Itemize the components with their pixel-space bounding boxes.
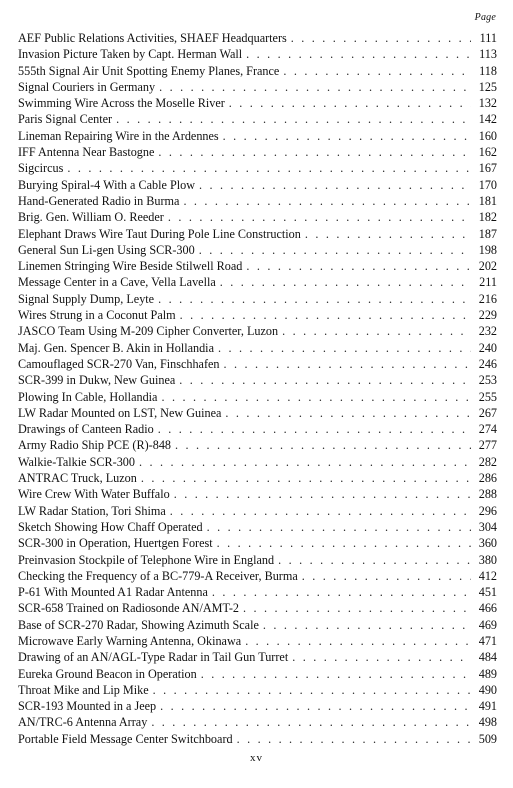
entry-page-number: 198 [478,242,497,257]
toc-entry [18,209,497,225]
entry-title: 555th Signal Air Unit Spotting Enemy Planes, France [18,63,280,78]
entry-title: Microwave Early Warning Antenna, Okinawa [18,633,242,648]
toc-entry [18,584,497,600]
entry-title: Burying Spiral-4 With a Cable Plow [18,177,196,192]
toc-entry [18,421,497,437]
entry-title: SCR-399 in Dukw, New Guinea [18,373,176,388]
toc-entry [18,144,497,160]
entry-title: Paris Signal Center [18,112,113,127]
entry-title: General Sun Li-gen Using SCR-300 [18,242,195,257]
dot-leader [278,552,471,568]
entry-page-number: 509 [478,731,497,746]
entry-title: ANTRAC Truck, Luzon [18,471,137,486]
entry-page-number: 469 [478,617,497,632]
dot-leader [218,340,471,356]
toc-entry [18,291,497,307]
dot-leader [180,307,471,323]
page-column-heading: Page [474,12,496,23]
entry-page-number: 491 [478,699,497,714]
toc-entry [18,649,497,665]
entry-page-number: 489 [478,666,497,681]
illustrations-list [18,30,497,747]
toc-entry [18,698,497,714]
dot-leader [183,193,471,209]
entry-page-number: 274 [478,422,497,437]
dot-leader [224,356,471,372]
dot-leader [201,666,471,682]
entry-title: Throat Mike and Lip Mike [18,682,149,697]
toc-entry [18,242,497,258]
dot-leader [245,633,471,649]
dot-leader [158,421,471,437]
dot-leader [220,274,471,290]
dot-leader [175,437,471,453]
entry-page-number: 412 [478,568,497,583]
toc-entry [18,454,497,470]
entry-page-number: 267 [478,405,497,420]
dot-leader [141,470,471,486]
entry-title: Elephant Draws Wire Taut During Pole Line Construction [18,226,301,241]
dot-leader [199,242,471,258]
toc-entry [18,95,497,111]
toc-entry [18,405,497,421]
entry-page-number: 255 [478,389,497,404]
toc-entry [18,714,497,730]
entry-page-number: 142 [478,112,497,127]
entry-page-number: 216 [478,291,497,306]
toc-entry [18,307,497,323]
entry-title: SCR-193 Mounted in a Jeep [18,699,157,714]
toc-entry [18,258,497,274]
dot-leader [223,128,471,144]
dot-leader [291,30,471,46]
toc-entry [18,111,497,127]
entry-page-number: 451 [478,585,497,600]
dot-leader [229,95,471,111]
entry-page-number: 484 [478,650,497,665]
entry-title: Linemen Stringing Wire Beside Stilwell Road [18,259,243,274]
entry-title: Message Center in a Cave, Vella Lavella [18,275,216,290]
entry-title: Preinvasion Stockpile of Telephone Wire in England [18,552,275,567]
toc-entry [18,519,497,535]
entry-page-number: 167 [478,161,497,176]
dot-leader [151,714,471,730]
entry-title: Swimming Wire Across the Moselle River [18,96,225,111]
entry-page-number: 253 [478,373,497,388]
entry-page-number: 240 [478,340,497,355]
entry-page-number: 111 [479,31,497,45]
entry-title: SCR-300 in Operation, Huertgen Forest [18,536,213,551]
dot-leader [212,584,471,600]
entry-page-number: 211 [479,275,497,290]
toc-entry [18,470,497,486]
entry-title: Invasion Picture Taken by Capt. Herman Wall [18,47,243,62]
toc-entry [18,226,497,242]
dot-leader [263,617,471,633]
toc-entry [18,568,497,584]
toc-entry [18,666,497,682]
dot-leader [139,454,471,470]
toc-entry [18,503,497,519]
entry-page-number: 170 [478,177,497,192]
entry-title: Lineman Repairing Wire in the Ardennes [18,128,219,143]
dot-leader [153,682,471,698]
entry-page-number: 160 [478,128,497,143]
dot-leader [237,731,471,747]
entry-page-number: 232 [478,324,497,339]
entry-page-number: 466 [478,601,497,616]
toc-entry [18,486,497,502]
toc-entry [18,340,497,356]
dot-leader [302,568,471,584]
entry-page-number: 304 [478,519,497,534]
entry-title: LW Radar Station, Tori Shima [18,503,166,518]
toc-entry [18,46,497,62]
dot-leader [282,323,471,339]
dot-leader [246,46,471,62]
entry-page-number: 296 [478,503,497,518]
toc-entry [18,177,497,193]
entry-page-number: 202 [478,259,497,274]
entry-title: Wire Crew With Water Buffalo [18,487,170,502]
entry-page-number: 360 [478,536,497,551]
entry-title: Army Radio Ship PCE (R)-848 [18,438,172,453]
entry-title: Eureka Ground Beacon in Operation [18,666,197,681]
dot-leader [159,79,471,95]
entry-title: AEF Public Relations Activities, SHAEF Headquarters [18,31,287,45]
dot-leader [305,226,471,242]
dot-leader [243,600,471,616]
toc-entry [18,552,497,568]
entry-title: Sigcircus [18,161,64,176]
dot-leader [179,372,471,388]
dot-leader [292,649,471,665]
entry-title: Base of SCR-270 Radar, Showing Azimuth Scale [18,617,259,632]
toc-entry [18,274,497,290]
entry-title: Camouflaged SCR-270 Van, Finschhafen [18,356,220,371]
entry-page-number: 125 [478,79,497,94]
entry-title: Hand-Generated Radio in Burma [18,193,180,208]
toc-entry [18,617,497,633]
dot-leader [160,698,471,714]
entry-page-number: 182 [478,210,497,225]
toc-entry [18,682,497,698]
toc-entry [18,63,497,79]
entry-title: IFF Antenna Near Bastogne [18,145,155,160]
dot-leader [67,160,471,176]
dot-leader [246,258,471,274]
dot-leader [283,63,471,79]
toc-entry [18,437,497,453]
entry-title: Walkie-Talkie SCR-300 [18,454,135,469]
entry-title: Drawing of an AN/AGL-Type Radar in Tail Gun Turret [18,650,289,665]
entry-page-number: 498 [478,715,497,730]
dot-leader [158,144,471,160]
dot-leader [174,486,471,502]
entry-page-number: 187 [478,226,497,241]
toc-entry [18,323,497,339]
entry-title: Sketch Showing How Chaff Operated [18,519,203,534]
dot-leader [161,389,471,405]
entry-page-number: 113 [479,47,497,62]
toc-entry [18,600,497,616]
dot-leader [170,503,471,519]
entry-page-number: 132 [478,96,497,111]
toc-entry [18,535,497,551]
entry-title: Checking the Frequency of a BC-779-A Receiver, Burma [18,568,298,583]
entry-page-number: 286 [478,471,497,486]
toc-entry [18,633,497,649]
toc-entry [18,193,497,209]
toc-entry [18,128,497,144]
entry-title: LW Radar Mounted on LST, New Guinea [18,405,222,420]
dot-leader [199,177,471,193]
toc-entry [18,160,497,176]
entry-title: Maj. Gen. Spencer B. Akin in Hollandia [18,340,214,355]
entry-title: Portable Field Message Center Switchboard [18,731,233,746]
dot-leader [225,405,471,421]
toc-entry [18,389,497,405]
toc-entry [18,372,497,388]
dot-leader [217,535,471,551]
toc-entry [18,30,497,46]
entry-page-number: 288 [478,487,497,502]
entry-title: Signal Couriers in Germany [18,79,156,94]
entry-title: Signal Supply Dump, Leyte [18,291,155,306]
entry-title: P-61 With Mounted A1 Radar Antenna [18,585,208,600]
entry-title: Drawings of Canteen Radio [18,422,154,437]
entry-page-number: 229 [478,308,497,323]
entry-page-number: 181 [478,193,497,208]
entry-title: SCR-658 Trained on Radiosonde AN/AMT-2 [18,601,239,616]
dot-leader [158,291,471,307]
entry-title: Wires Strung in a Coconut Palm [18,308,176,323]
entry-title: Brig. Gen. William O. Reeder [18,210,164,225]
entry-page-number: 282 [478,454,497,469]
dot-leader [207,519,471,535]
entry-title: JASCO Team Using M-209 Cipher Converter, Luzon [18,324,279,339]
page-folio: xv [250,752,263,764]
dot-leader [168,209,471,225]
entry-page-number: 162 [478,145,497,160]
entry-page-number: 118 [479,63,497,78]
toc-entry [18,731,497,747]
entry-page-number: 471 [478,633,497,648]
entry-title: Plowing In Cable, Hollandia [18,389,158,404]
toc-entry [18,356,497,372]
toc-entry [18,79,497,95]
entry-title: AN/TRC-6 Antenna Array [18,715,148,730]
dot-leader [116,111,471,127]
entry-page-number: 380 [478,552,497,567]
entry-page-number: 490 [478,682,497,697]
entry-page-number: 277 [478,438,497,453]
entry-page-number: 246 [478,356,497,371]
